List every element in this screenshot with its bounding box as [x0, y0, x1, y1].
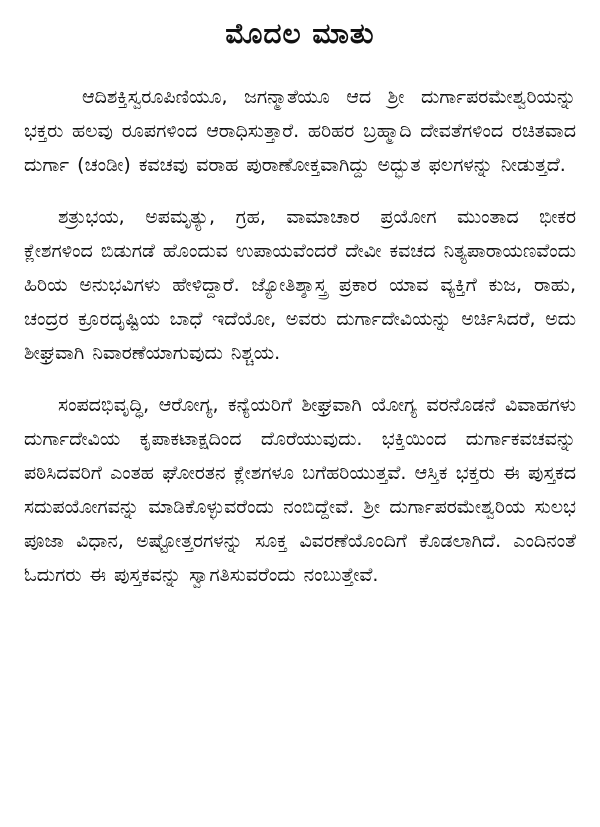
paragraph-1: ಆದಿಶಕ್ತಿಸ್ವರೂಪಿಣಿಯೂ, ಜಗನ್ಮಾತೆಯೂ ಆದ ಶ್ರೀ ದುರ್ಗಾಪರಮೇಶ್ವರಿಯನ್ನು ಭಕ್ತರು ಹಲವು ರೂಪಗಳಿಂದ ಆರಾಧಿಸುತ್ತಾರೆ. ಹರಿಹರ ಬ್ರಹ್ಮಾದಿ ದೇವತೆಗಳಿಂದ ರಚಿತವಾದ ದುರ್ಗಾ (ಚಂಡೀ) ಕವಚವು ವರಾಹ ಪುರಾಣೋಕ್ತವಾಗಿದ್ದು ಅದ್ಭುತ ಫಲಗಳನ್ನು ನೀಡುತ್ತದೆ.: [24, 86, 576, 176]
paragraph-3: ಸಂಪದಭಿವೃದ್ಧಿ, ಆರೋಗ್ಯ, ಕನ್ಯೆಯರಿಗೆ ಶೀಘ್ರವಾಗಿ ಯೋಗ್ಯ ವರನೊಡನೆ ವಿವಾಹಗಳು ದುರ್ಗಾದೇವಿಯ ಕೃಪಾಕಟಾಕ್ಷದಿಂದ ದೊರೆಯುವುದು. ಭಕ್ತಿಯಿಂದ ದುರ್ಗಾಕವಚವನ್ನು ಪಠಿಸಿದವರಿಗೆ ಎಂತಹ ಘೋರತನ ಕ್ಲೇಶಗಳೂ ಬಗೆಹರಿಯುತ್ತವೆ. ಆಸ್ತಿಕ ಭಕ್ತರು ಈ ಪುಸ್ತಕದ ಸದುಪಯೋಗವನ್ನು ಮಾಡಿಕೊಳ್ಳುವರೆಂದು ನಂಬಿದ್ದೇವೆ. ಶ್ರೀ ದುರ್ಗಾಪರಮೇಶ್ವರಿಯ ಸುಲಭ ಪೂಜಾ ವಿಧಾನ, ಅಷ್ಟೋತ್ತರಗಳನ್ನು ಸೂಕ್ತ ವಿವರಣೆಯೊಂದಿಗೆ ಕೊಡಲಾಗಿದೆ. ಎಂದಿನಂತೆ ಓದುಗರು ಈ ಪುಸ್ತಕವನ್ನು ಸ್ವಾಗತಿಸುವರೆಂದು ನಂಬುತ್ತೇವೆ.: [24, 394, 576, 586]
page-title: ಮೊದಲ ಮಾತು: [225, 17, 375, 50]
paragraph-2: ಶತ್ರುಭಯ, ಅಪಮೃತ್ಯು, ಗ್ರಹ, ವಾಮಾಚಾರ ಪ್ರಯೋಗ ಮುಂತಾದ ಭೀಕರ ಕ್ಲೇಶಗಳಿಂದ ಬಿಡುಗಡೆ ಹೊಂದುವ ಉಪಾಯವೆಂದರೆ ದೇವೀ ಕವಚದ ನಿತ್ಯಪಾರಾಯಣವೆಂದು ಹಿರಿಯ ಅನುಭವಿಗಳು ಹೇಳಿದ್ದಾರೆ. ಜ್ಯೋತಿಶ್ಶಾಸ್ತ್ರ ಪ್ರಕಾರ ಯಾವ ವ್ಯಕ್ತಿಗೆ ಕುಜ, ರಾಹು, ಚಂದ್ರರ ಕ್ರೂರದೃಷ್ಟಿಯ ಬಾಧೆ ಇದೆಯೋ, ಅವರು ದುರ್ಗಾದೇವಿಯನ್ನು ಅರ್ಚಿಸಿದರೆ, ಅದು ಶೀಘ್ರವಾಗಿ ನಿವಾರಣೆಯಾಗುವುದು ನಿಶ್ಚಯ.: [24, 206, 576, 364]
